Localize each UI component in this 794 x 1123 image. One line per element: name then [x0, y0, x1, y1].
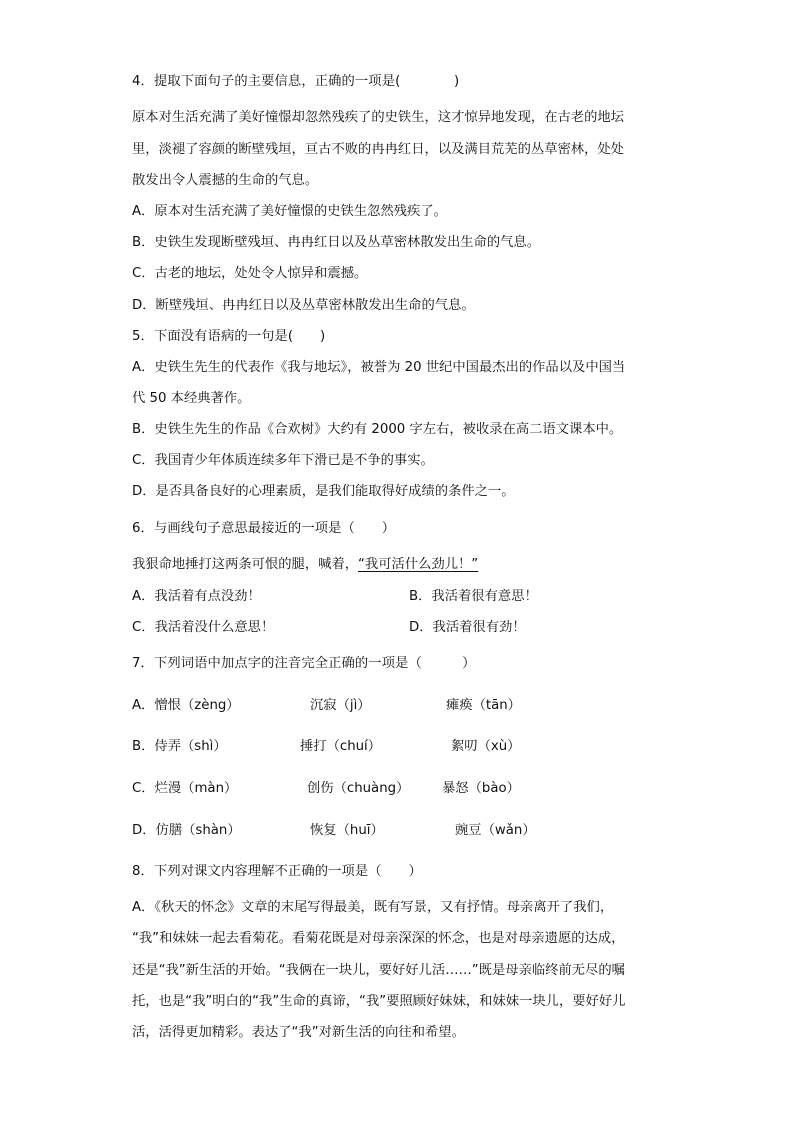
q4-option-b: B．史铁生发现断壁残垣、冉冉红日以及丛草密林散发出生命的气息。 — [132, 235, 541, 250]
q7-option-a-word-2: 沉寂（jì） — [310, 698, 371, 713]
q4-option-d: D．断壁残垣、冉冉红日以及丛草密林散发出生命的气息。 — [132, 298, 475, 313]
q7-option-c-word-3: 暴怒（bào） — [442, 781, 520, 796]
q6-underlined-sentence: “我可活什么劲儿！” — [358, 557, 479, 572]
q6-sentence — [132, 556, 478, 574]
q4-passage-line-2: 里，淡褪了容颜的断壁残垣，亘古不败的冉冉红日，以及满目荒芜的丛草密林，处处 — [132, 142, 624, 157]
q8-stem: 8．下列对课文内容理解不正确的一项是（ ） — [132, 864, 422, 879]
q7-option-a-word-1: A．憎恨（zèng） — [132, 698, 240, 713]
q4-passage-line-1: 原本对生活充满了美好憧憬却忽然残疾了的史铁生，这才惊异地发现，在古老的地坛 — [132, 110, 624, 125]
q6-option-c: C．我活着没什么意思！ — [132, 620, 275, 635]
q5-option-a-line-2: 代 50 本经典著作。 — [132, 391, 251, 406]
q7-option-d-word-3: 豌豆（wǎn） — [455, 823, 536, 838]
q6-option-d: D．我活着很有劲！ — [409, 620, 526, 635]
q5-option-d: D．是否具备良好的心理素质，是我们能取得好成绩的条件之一。 — [132, 484, 515, 499]
q8-option-a-line-4: 托，也是“我”明白的“我”生命的真谛，“我”要照顾好妹妹，和妹妹一块儿，要好好儿 — [132, 994, 626, 1009]
q7-stem: 7．下列词语中加点字的注音完全正确的一项是（ ） — [132, 656, 476, 671]
q5-option-c: C．我国青少年体质连续多年下滑已是不争的事实。 — [132, 453, 434, 468]
q7-option-d-word-1: D．仿膳（shàn） — [132, 823, 241, 838]
q6-stem: 6．与画线句子意思最接近的一项是（ ） — [132, 521, 396, 536]
q4-passage-line-3: 散发出令人震撼的生命的气息。 — [132, 173, 319, 188]
q4-stem: 4．提取下面句子的主要信息，正确的一项是( ) — [132, 74, 460, 89]
q4-option-c: C．古老的地坛，处处令人惊异和震撼。 — [132, 266, 368, 281]
q4-option-a: A．原本对生活充满了美好憧憬的史铁生忽然残疾了。 — [132, 204, 447, 219]
q8-option-a-line-2: “我”和妹妹一起去看菊花。看菊花既是对母亲深深的怀念，也是对母亲遗愿的达成， — [132, 931, 625, 946]
q7-option-c-word-1: C．烂漫（màn） — [132, 781, 238, 796]
q5-option-b: B．史铁生先生的作品《合欢树》大约有 2000 字左右，被收录在高二语文课本中。 — [132, 422, 623, 437]
q8-option-a-line-5: 活，活得更加精彩。表达了“我”对新生活的向往和希望。 — [132, 1025, 465, 1040]
q7-option-b-word-3: 絮叨（xù） — [451, 739, 521, 754]
q6-sentence-prefix: 我狠命地捶打这两条可恨的腿，喊着， — [132, 557, 359, 572]
q8-option-a-line-1: A．《秋天的怀念》文章的末尾写得最美，既有写景，又有抒情。母亲离开了我们， — [132, 900, 614, 915]
q7-option-b-word-1: B．侍弄（shì） — [132, 739, 227, 754]
q6-option-a: A．我活着有点没劲！ — [132, 589, 261, 604]
q5-stem: 5．下面没有语病的一句是( ) — [132, 329, 326, 344]
q8-option-a-line-3: 还是“我”新生活的开始。“我俩在一块儿，要好好儿活……”既是母亲临终前无尽的嘱 — [132, 963, 625, 978]
q7-option-c-word-2: 创伤（chuàng） — [307, 781, 410, 796]
q6-option-b: B．我活着很有意思！ — [409, 589, 538, 604]
q7-option-b-word-2: 捶打（chuí） — [300, 739, 382, 754]
q7-option-d-word-2: 恢复（huī） — [310, 823, 384, 838]
q7-option-a-word-3: 瘫痪（tān） — [446, 698, 521, 713]
q5-option-a-line-1: A．史铁生先生的代表作《我与地坛》，被誉为 20 世纪中国最杰出的作品以及中国当 — [132, 360, 626, 375]
